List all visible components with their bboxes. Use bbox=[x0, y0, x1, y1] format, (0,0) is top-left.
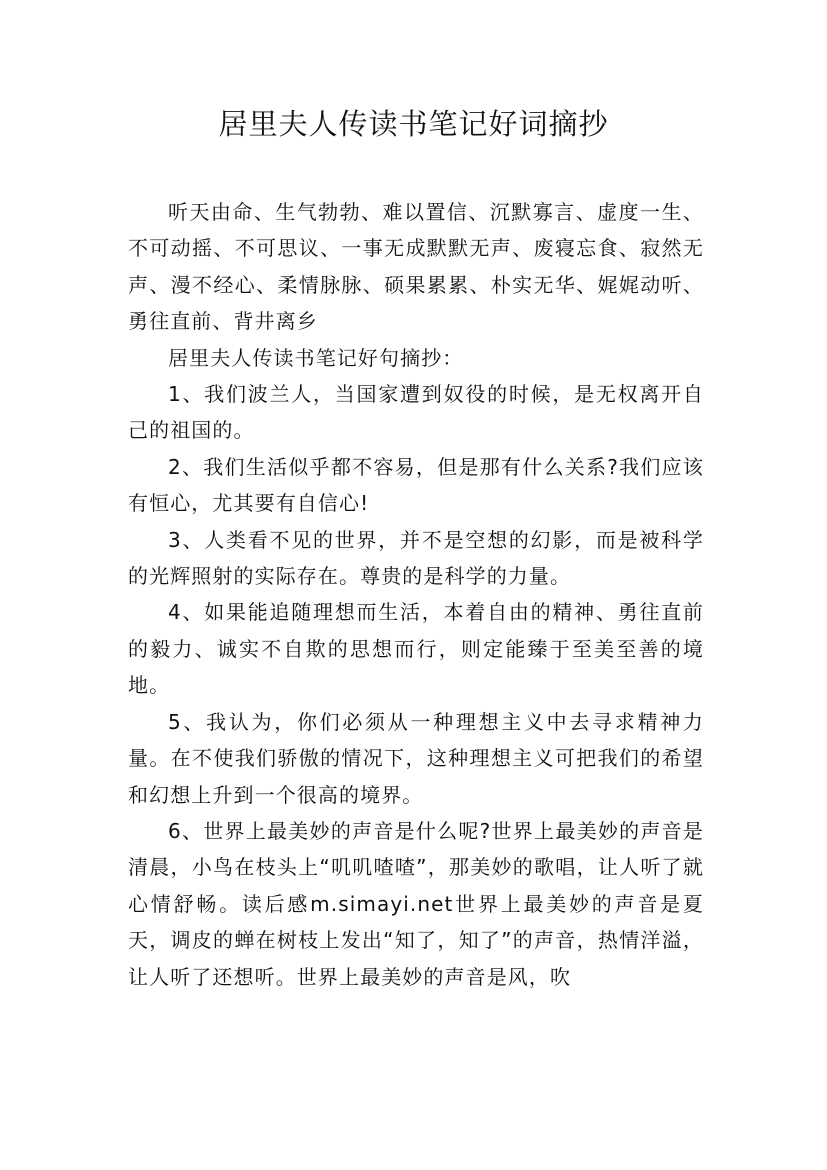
paragraph-sentence-5: 5、我认为，你们必须从一种理想主义中去寻求精神力量。在不使我们骄傲的情况下，这种理想主义可把我们的希望和幻想上升到一个很高的境界。 bbox=[128, 709, 704, 807]
paragraph-sentence-2: 2、我们生活似乎都不容易，但是那有什么关系?我们应该有恒心，尤其要有自信心! bbox=[128, 454, 704, 516]
document-title: 居里夫人传读书笔记好词摘抄 bbox=[218, 107, 609, 141]
paragraph-sentence-6: 6、世界上最美妙的声音是什么呢?世界上最美妙的声音是清晨，小鸟在枝头上“叽叽喳喳”，那美妙的歌唱，让人听了就心情舒畅。读后感m.simayi.net世界上最美妙的声音是夏天，调皮的蝉在树枝上发出“知了，知了”的声音，热情洋溢，让人听了还想听。世界上最美妙的声音是风，吹 bbox=[128, 818, 704, 989]
paragraph-good-sentences-heading: 居里夫人传读书笔记好句摘抄： bbox=[168, 345, 464, 370]
paragraph-sentence-3: 3、人类看不见的世界，并不是空想的幻影，而是被科学的光辉照射的实际存在。尊贵的是科学的力量。 bbox=[128, 527, 704, 589]
paragraph-sentence-4: 4、如果能追随理想而生活，本着自由的精神、勇往直前的毅力、诚实不自欺的思想而行，则定能臻于至美至善的境地。 bbox=[128, 600, 704, 698]
paragraph-good-words: 听天由命、生气勃勃、难以置信、沉默寡言、虚度一生、不可动摇、不可思议、一事无成默默无声、废寝忘食、寂然无声、漫不经心、柔情脉脉、硕果累累、朴实无华、娓娓动听、勇往直前、背井离乡 bbox=[128, 200, 704, 334]
document-body bbox=[128, 194, 704, 995]
paragraph-sentence-1: 1、我们波兰人，当国家遭到奴役的时候，是无权离开自己的祖国的。 bbox=[128, 382, 704, 443]
